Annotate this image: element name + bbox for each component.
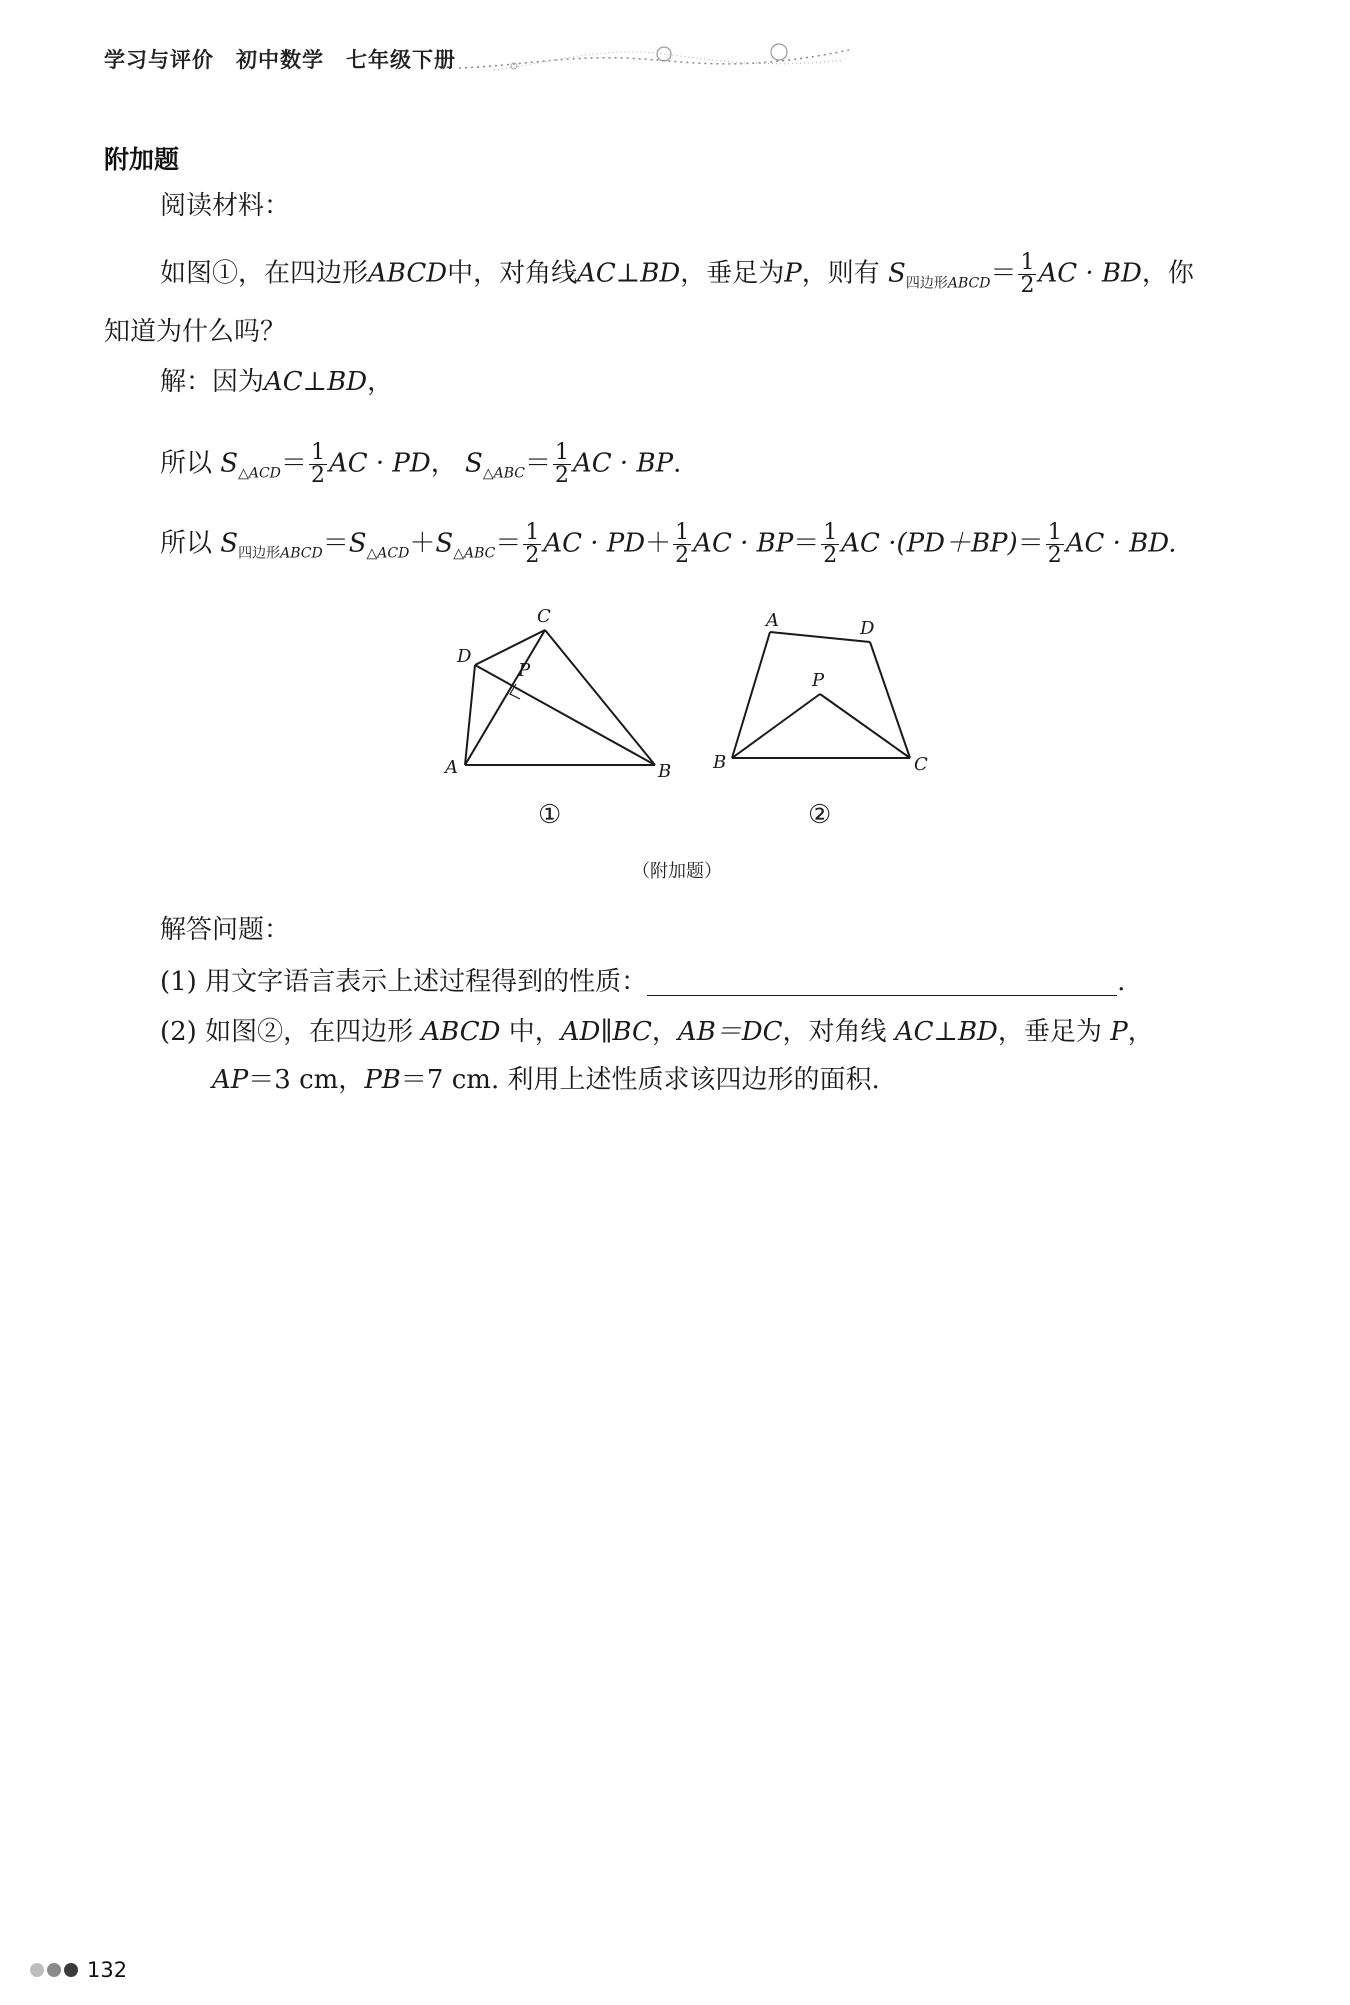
- intro-half-fraction: [1018, 252, 1036, 297]
- footer-dot-dark-icon: [64, 1963, 78, 1977]
- area-sub-var: ABCD: [280, 545, 323, 562]
- area-symbol: S: [435, 528, 454, 559]
- intro-perp: AC⊥BD: [577, 258, 681, 289]
- half-fraction: [523, 522, 541, 567]
- frac-den: 2: [310, 463, 325, 488]
- fig1-label-c: C: [537, 606, 551, 627]
- expr-ac: AC ·: [841, 528, 897, 559]
- fig1-segment-bc: [545, 630, 655, 765]
- area-symbol: S: [465, 448, 483, 479]
- question-2-line-1: [160, 1012, 1154, 1052]
- comma: ，: [430, 448, 457, 479]
- half-fraction: [673, 522, 691, 567]
- expr-ac-bp: AC · BP: [693, 528, 794, 559]
- eq: ＝: [793, 528, 820, 559]
- q2-text-2: 中，: [508, 1017, 561, 1047]
- half-fraction: [309, 442, 327, 487]
- questions-label: 解答问题：: [160, 915, 291, 945]
- step2-prefix: 所以: [160, 448, 213, 479]
- page-number: 132: [87, 1958, 128, 1982]
- header-text: [104, 44, 478, 74]
- area-symbol: S: [220, 528, 239, 559]
- area-sub-cn: 四边形: [238, 545, 281, 562]
- frac-num: 1: [1020, 250, 1035, 275]
- fig2-label-d: D: [860, 618, 875, 639]
- eq: ＝: [524, 448, 551, 479]
- half-fraction: [821, 522, 839, 567]
- frac-num: 1: [555, 440, 569, 465]
- header-grade: 七年级下册: [346, 48, 456, 72]
- frac-den: 2: [555, 463, 569, 488]
- fig1-label-d: D: [457, 646, 472, 667]
- reading-label: 阅读材料：: [160, 191, 291, 221]
- solution-step-2: [160, 442, 681, 494]
- figure-1-diagram: [430, 600, 680, 790]
- area-sub-acd: △ACD: [238, 465, 281, 482]
- half-fraction: [1046, 522, 1064, 567]
- eq: ＝: [322, 528, 349, 559]
- intro-area-sub: 四边形: [905, 275, 948, 292]
- intro-line-2: 知道为什么吗？: [104, 317, 287, 347]
- solution-step-1: [160, 362, 393, 402]
- expr-ac-bp: AC · BP: [573, 448, 674, 479]
- expr-ac-bd: AC · BD.: [1065, 528, 1177, 559]
- q2-text-3: ，: [651, 1017, 678, 1047]
- fig2-label-a: A: [766, 610, 779, 631]
- intro-text-3: ，垂足为: [680, 258, 785, 289]
- expr-ac-pd: AC · PD: [543, 528, 646, 559]
- expr-ac-pd: AC · PD: [328, 448, 431, 479]
- fig2-segment-ab: [732, 632, 770, 758]
- fig1-label-a: A: [445, 757, 458, 778]
- fig2-label-b: B: [713, 752, 727, 773]
- frac-num: 1: [1047, 520, 1062, 545]
- figure-caption: （附加题）: [632, 861, 722, 882]
- figure-2-diagram: [710, 610, 940, 790]
- step1-prefix: 解：因为: [160, 367, 265, 397]
- q2-number: (2): [160, 1017, 197, 1047]
- frac-num: 1: [310, 440, 325, 465]
- area-symbol: S: [220, 448, 239, 479]
- area-symbol: S: [348, 528, 367, 559]
- expr-paren: (PD＋BP): [896, 528, 1018, 559]
- area-sub-abc: △ABC: [453, 545, 496, 562]
- q2-perp: AC⊥BD: [894, 1017, 998, 1047]
- page-header: [104, 40, 1284, 80]
- footer-dot-medium-icon: [47, 1963, 61, 1977]
- intro-foot: P: [784, 258, 802, 289]
- q2-quad: ABCD: [421, 1017, 501, 1047]
- fig1-diagonal-bd: [475, 665, 655, 765]
- q2-parallel: AD∥BC: [560, 1017, 652, 1047]
- intro-text-2: 中，对角线: [447, 258, 578, 289]
- q1-number: (1): [160, 967, 197, 997]
- fig2-segment-ad: [770, 632, 870, 642]
- q2-text-5: ，垂足为: [997, 1017, 1102, 1047]
- intro-area-symbol: S: [888, 258, 906, 289]
- q2-pb-value: ＝7 cm. 利用上述性质求该四边形的面积.: [400, 1065, 880, 1095]
- period: .: [673, 448, 682, 479]
- solution-step-3: [160, 522, 1176, 574]
- frac-num: 1: [525, 520, 540, 545]
- intro-line-1: [160, 252, 1194, 304]
- step1-suffix: ，: [367, 367, 394, 397]
- figure-2-label: ②: [808, 800, 832, 830]
- intro-area-sub-var: ABCD: [947, 275, 991, 292]
- header-book: 学习与评价: [104, 48, 214, 72]
- fig2-label-p: P: [812, 670, 825, 691]
- step1-expr: AC⊥BD: [264, 367, 368, 397]
- fig2-segment-pc: [820, 694, 910, 758]
- fig1-label-b: B: [658, 761, 672, 782]
- q1-answer-blank[interactable]: [647, 967, 1117, 996]
- q1-end: .: [1117, 967, 1126, 997]
- q2-ap-value: ＝3 cm，: [248, 1065, 365, 1095]
- q2-pb: PB: [364, 1065, 401, 1095]
- intro-text-4: ，则有: [801, 258, 880, 289]
- eq: ＝: [495, 528, 522, 559]
- q2-text-1: 如图②，在四边形: [205, 1017, 414, 1047]
- q2-ap: AP: [212, 1065, 249, 1095]
- q2-equal: AB＝DC: [677, 1017, 783, 1047]
- question-2-line-2: [212, 1060, 880, 1100]
- eq: ＝: [280, 448, 307, 479]
- plus: ＋: [645, 528, 672, 559]
- intro-eq: ＝: [990, 258, 1017, 289]
- intro-text-5: ，你: [1141, 258, 1194, 289]
- fig2-segment-dc: [870, 642, 910, 758]
- frac-den: 2: [1047, 543, 1062, 568]
- q1-text: 用文字语言表示上述过程得到的性质：: [205, 967, 648, 997]
- half-fraction: [553, 442, 571, 487]
- question-1: [160, 962, 1125, 1002]
- area-sub-abc: △ABC: [482, 465, 525, 482]
- header-subject: 初中数学: [236, 48, 324, 72]
- area-sub-acd: △ACD: [366, 545, 410, 562]
- section-title: 附加题: [104, 145, 180, 174]
- fig2-segment-bp: [732, 694, 820, 758]
- frac-den: 2: [1020, 273, 1035, 298]
- eq: ＝: [1017, 528, 1044, 559]
- page-footer: [30, 1958, 127, 1982]
- footer-dot-light-icon: [30, 1963, 44, 1977]
- q2-text-4: ，对角线: [782, 1017, 887, 1047]
- frac-den: 2: [675, 543, 690, 568]
- intro-ac-bd: AC · BD: [1038, 258, 1142, 289]
- intro-quad: ABCD: [368, 258, 448, 289]
- frac-den: 2: [823, 543, 838, 568]
- step3-prefix: 所以: [160, 528, 213, 559]
- intro-text-1: 如图①，在四边形: [160, 258, 369, 289]
- q2-text-6: ，: [1127, 1017, 1154, 1047]
- figure-1-label: ①: [538, 800, 562, 830]
- frac-num: 1: [675, 520, 690, 545]
- fig2-label-c: C: [914, 754, 928, 775]
- frac-num: 1: [823, 520, 838, 545]
- plus: ＋: [409, 528, 436, 559]
- q2-foot: P: [1110, 1017, 1128, 1047]
- fig1-label-p: P: [518, 660, 531, 681]
- frac-den: 2: [525, 543, 540, 568]
- header-decoration-dots: [454, 40, 854, 80]
